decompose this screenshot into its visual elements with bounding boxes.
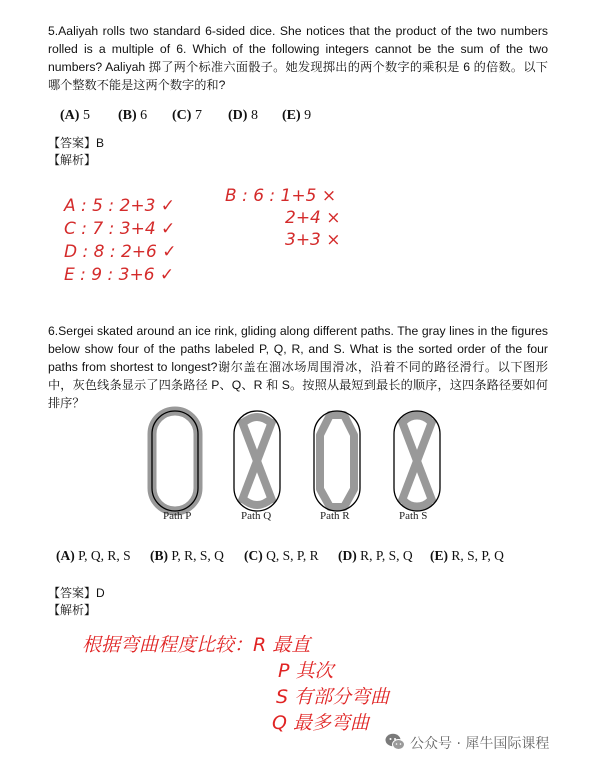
q5-analysis-label: 【解析】: [48, 153, 97, 167]
q5-option-e: (E) 9: [282, 108, 312, 123]
q5-hw-line: D : 8 : 2+6 ✓: [64, 242, 177, 262]
path-r-figure: [314, 411, 360, 511]
path-p-label: Path P: [163, 510, 192, 522]
watermark-text: 公众号 · 犀牛国际课程: [410, 736, 550, 752]
q6-answer: 【答案】D: [48, 586, 105, 600]
path-q-figure: [234, 411, 280, 511]
q6-options: [56, 548, 556, 568]
q5-hw-line: B : 6 : 1+5 ×: [225, 186, 337, 206]
q6-hw-line: Q 最多弯曲: [272, 712, 369, 734]
q5-hw-line: C : 7 : 3+4 ✓: [64, 219, 176, 239]
q5-hw-line: 3+3 ×: [285, 230, 341, 250]
q6-option-a: (A) P, Q, R, S: [56, 548, 131, 563]
q5-hw-line: E : 9 : 3+6 ✓: [64, 265, 175, 285]
q6-hw-line: 根据弯曲程度比较：R 最直: [82, 634, 311, 656]
q5-option-d: (D) 8: [228, 108, 258, 123]
q6-analysis-label: 【解析】: [48, 603, 97, 617]
q6-option-e: (E) R, S, P, Q: [430, 548, 504, 563]
q5-hw-line: 2+4 ×: [285, 208, 341, 228]
q6-option-b: (B) P, R, S, Q: [150, 548, 224, 563]
path-r-label: Path R: [320, 510, 350, 522]
q5-options: [60, 108, 540, 128]
q5-option-b: (B) 6: [118, 108, 148, 123]
path-s-figure: [394, 411, 440, 511]
path-s-label: Path S: [399, 510, 428, 522]
q5-option-a: (A) 5: [60, 108, 90, 123]
q5-hw-line: A : 5 : 2+3 ✓: [64, 196, 176, 216]
q5-answer: 【答案】B: [48, 136, 105, 150]
wechat-icon: [384, 731, 406, 753]
path-p-figure: [152, 411, 198, 511]
q5-text: 5.Aaliyah rolls two standard 6-sided dice. She notices that the product of the two numbers rolled is a multiple of 6. Which of the following integers cannot be the sum of the two numbers? Aaliyah 掷了两个标准六面骰子。她发现掷出的两个数字的乘积是 6 的倍数。以下哪个整数不能是这两个数字的和?: [48, 24, 548, 92]
q5-handwriting-right: [225, 185, 341, 251]
q6-handwriting: [82, 632, 389, 736]
q5-handwriting-left: [64, 195, 177, 287]
q6-hw-line: S 有部分弯曲: [276, 686, 390, 708]
path-q-label: Path Q: [241, 510, 272, 522]
q6-hw-line: P 其次: [278, 660, 334, 682]
q5-option-c: (C) 7: [172, 108, 202, 123]
q6-option-c: (C) Q, S, P, R: [244, 548, 319, 563]
q6-option-d: (D) R, P, S, Q: [338, 548, 413, 563]
q6-text: 6.Sergei skated around an ice rink, gliding along different paths. The gray lines in the figures below show four of the paths labeled P, Q, R, and S. What is the sorted order of the four paths from shortest to longest?谢尔盖在溜冰场周围滑冰，沿着不同的路径滑行。以下图形中，灰色线条显示了四条路径 P、Q、R 和 S。按照从最短到最长的顺序，这四条路径要如何排序？: [48, 324, 548, 410]
